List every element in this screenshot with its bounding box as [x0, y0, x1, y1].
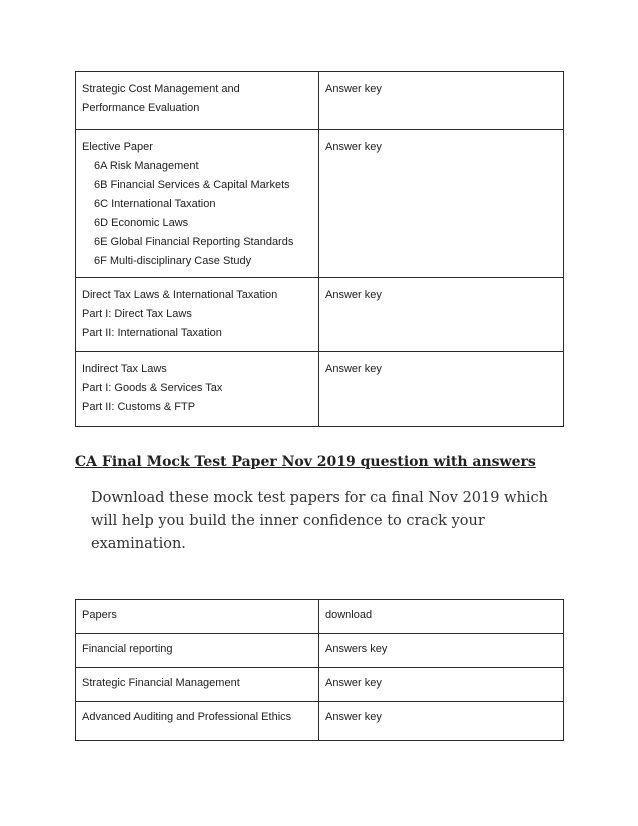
mock-test-table — [75, 599, 564, 741]
column-header-download: download — [319, 600, 564, 634]
paper-cell — [76, 352, 319, 427]
table-row — [76, 634, 564, 668]
paper-name-line: Part I: Goods & Services Tax — [82, 382, 223, 394]
paper-cell — [76, 130, 319, 278]
answer-key-link[interactable]: Answer key — [319, 278, 564, 352]
elective-item: 6C International Taxation — [94, 198, 216, 210]
answer-key-link[interactable]: Answer key — [319, 72, 564, 130]
paper-cell: Advanced Auditing and Professional Ethics — [76, 702, 319, 741]
paper-name-line: Part II: Customs & FTP — [82, 401, 196, 413]
table-row — [76, 130, 564, 278]
answer-key-link[interactable]: Answer key — [319, 668, 564, 702]
elective-item: 6F Multi-disciplinary Case Study — [94, 255, 252, 267]
table-row — [76, 72, 564, 130]
paper-cell: Financial reporting — [76, 634, 319, 668]
paper-cell — [76, 278, 319, 352]
column-header-papers: Papers — [76, 600, 319, 634]
answer-key-link[interactable]: Answers key — [319, 634, 564, 668]
paper-cell — [76, 72, 319, 130]
paper-name-line: Direct Tax Laws & International Taxation — [82, 289, 278, 301]
intro-paragraph: Download these mock test papers for ca final Nov 2019 which will help you build the inner confidence to crack your examination. — [91, 490, 548, 552]
table-header-row — [76, 600, 564, 634]
paper-name-line: Part II: International Taxation — [82, 327, 222, 339]
elective-item: 6B Financial Services & Capital Markets — [94, 179, 290, 191]
answer-key-table — [75, 71, 564, 427]
answer-key-link[interactable]: Answer key — [319, 702, 564, 741]
answer-key-link[interactable]: Answer key — [319, 352, 564, 427]
table-row — [76, 352, 564, 427]
answer-key-link[interactable]: Answer key — [319, 130, 564, 278]
paper-name-line: Strategic Cost Management and — [82, 83, 240, 95]
elective-item: 6E Global Financial Reporting Standards — [94, 236, 294, 248]
paper-name-line: Performance Evaluation — [82, 102, 200, 114]
elective-item: 6A Risk Management — [94, 160, 199, 172]
elective-title: Elective Paper — [82, 141, 153, 153]
paper-name-line: Part I: Direct Tax Laws — [82, 308, 192, 320]
elective-item: 6D Economic Laws — [94, 217, 189, 229]
table-row — [76, 278, 564, 352]
table-row — [76, 668, 564, 702]
table-row — [76, 702, 564, 741]
paper-name-line: Indirect Tax Laws — [82, 363, 167, 375]
paper-cell: Strategic Financial Management — [76, 668, 319, 702]
section-heading: CA Final Mock Test Paper Nov 2019 question with answers — [75, 454, 536, 470]
